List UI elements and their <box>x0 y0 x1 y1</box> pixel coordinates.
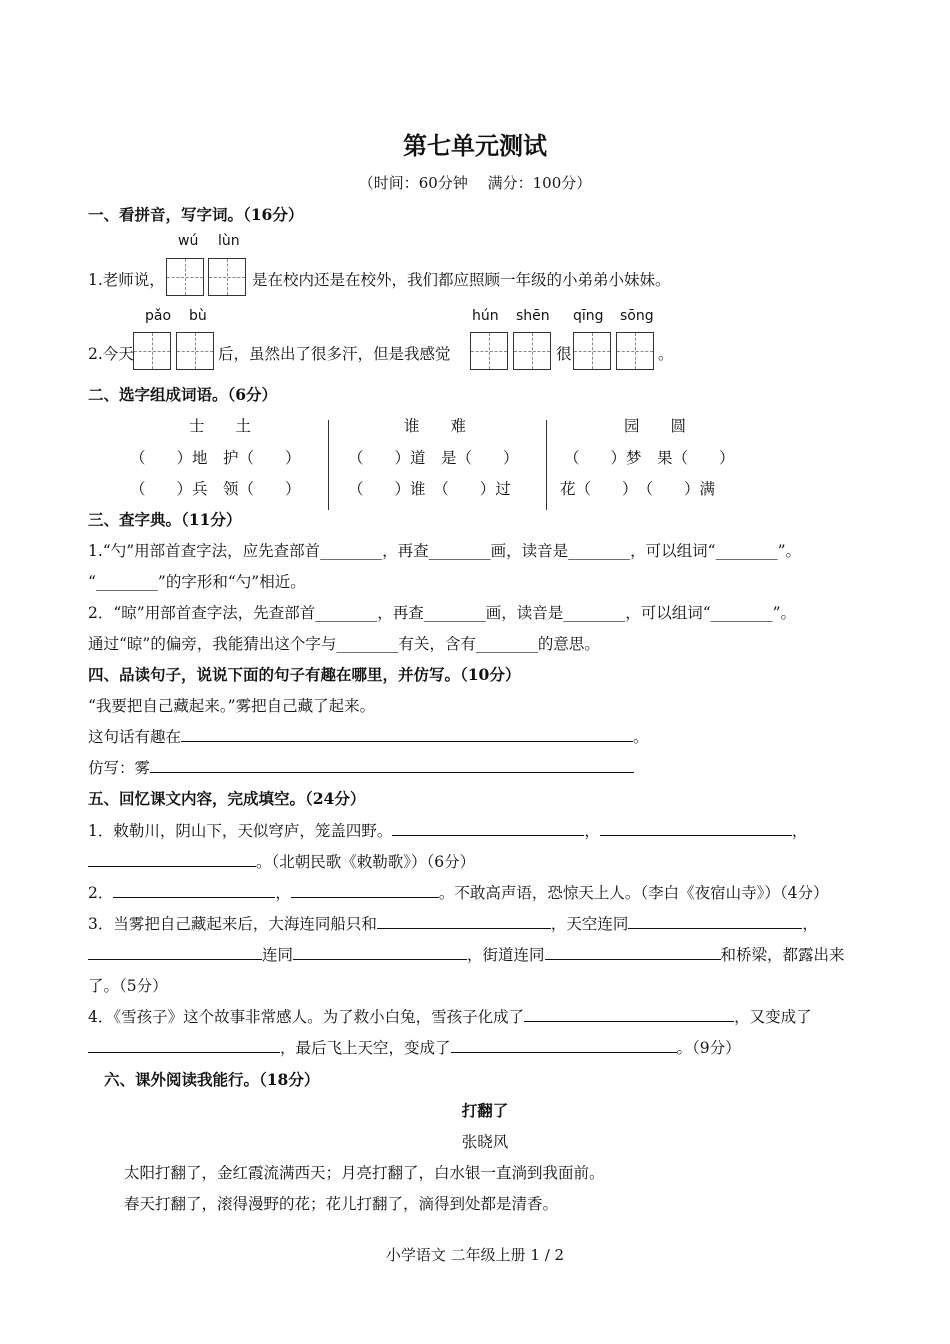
answer-blank[interactable] <box>150 756 634 773</box>
recall-q2 <box>88 881 829 903</box>
recall-text: 3．当雾把自己藏起来后，大海连同船只和 <box>88 915 377 933</box>
section-3-heading: 三、查字典。（11分） <box>88 510 242 529</box>
divider <box>546 420 547 510</box>
pinyin-shen: shēn <box>516 308 550 324</box>
answer-blank[interactable] <box>451 1036 677 1053</box>
group-1-row-1: （ ）地 护（ ） <box>130 449 301 467</box>
recall-text: ， <box>802 915 818 933</box>
writing-box[interactable] <box>166 258 204 296</box>
group-3-row-2: 花（ ） （ ）满 <box>560 480 716 498</box>
recall-text: ，街道连同 <box>467 946 545 964</box>
recall-text: ，又变成了 <box>734 1008 812 1026</box>
poem-title: 打翻了 <box>461 1101 509 1120</box>
answer-blank[interactable] <box>628 912 802 929</box>
q1-1-after: 是在校内还是在校外，我们都应照顾一年级的小弟弟小妹妹。 <box>252 271 671 289</box>
answer-blank[interactable] <box>88 943 262 960</box>
q1-1-before: 1.老师说， <box>88 271 165 289</box>
section-5-heading: 五、回忆课文内容，完成填空。（24分） <box>88 789 366 808</box>
answer-blank[interactable] <box>88 850 256 867</box>
writing-box[interactable] <box>616 332 654 370</box>
section-1-heading: 一、看拼音，写字词。（16分） <box>88 205 304 224</box>
group-3-row-1: （ ）梦 果（ ） <box>564 449 735 467</box>
quote-sentence: “我要把自己藏起来。”雾把自己藏了起来。 <box>88 697 376 715</box>
poem-paragraph-1: 太阳打翻了，金红霞流满西天；月亮打翻了，白水银一直淌到我面前。 <box>124 1164 605 1182</box>
pinyin-pao: pǎo <box>145 308 172 324</box>
q1-2-before: 2.今天 <box>88 345 134 363</box>
answer-line-1 <box>88 725 649 747</box>
section-6-heading: 六、课外阅读我能行。（18分） <box>104 1070 320 1089</box>
pinyin-bu: bù <box>189 308 207 324</box>
pinyin-hun: hún <box>472 308 499 324</box>
writing-box[interactable] <box>513 332 551 370</box>
answer-blank[interactable] <box>377 912 551 929</box>
poem-paragraph-2: 春天打翻了，滚得漫野的花；花儿打翻了，滴得到处都是清香。 <box>124 1195 559 1213</box>
recall-text: 2． <box>88 884 114 902</box>
answer-label-1: 这句话有趣在 <box>88 728 182 746</box>
recall-text: ， <box>584 822 600 840</box>
writing-box[interactable] <box>573 332 611 370</box>
choice-chars-1: 士 土 <box>188 417 251 435</box>
recall-text: 。不敢高声语，恐惊天上人。（李白《夜宿山寺》）（4分） <box>438 884 829 902</box>
recall-text: ， <box>275 884 291 902</box>
dict-q1-line2: “________”的字形和“勺”相近。 <box>88 573 306 591</box>
q1-2-mid: 后，虽然出了很多汗，但是我感觉 <box>218 345 451 363</box>
recall-text: 4．《雪孩子》这个故事非常感人。为了救小白兔，雪孩子化成了 <box>88 1008 525 1026</box>
recall-q3-line1 <box>88 912 818 934</box>
dict-q2-line1: 2．“晾”用部首查字法，先查部首________，再查________画，读音是________，可以组词“________”。 <box>88 604 797 622</box>
recall-text: ， <box>791 822 808 840</box>
writing-box[interactable] <box>208 258 246 296</box>
writing-box[interactable] <box>133 332 171 370</box>
choice-chars-3: 园 圆 <box>623 417 686 435</box>
answer-blank[interactable] <box>600 819 792 836</box>
recall-text: 。（9分） <box>676 1039 741 1057</box>
recall-text: 连同 <box>262 946 294 964</box>
divider <box>328 420 329 510</box>
time-score-info: （时间：60分钟 满分：100分） <box>358 174 592 192</box>
answer-blank[interactable] <box>392 819 584 836</box>
q1-2-mid2: 很 <box>556 345 572 363</box>
answer-blank[interactable] <box>291 881 439 898</box>
recall-q4-line1 <box>88 1005 812 1027</box>
recall-q3-line2 <box>88 943 845 965</box>
q1-2-end: 。 <box>658 345 674 363</box>
answer-blank[interactable] <box>545 943 721 960</box>
recall-q4-line2 <box>88 1036 741 1058</box>
recall-text: 。（北朝民歌《敕勒歌》）（6分） <box>256 853 476 871</box>
page-title: 第七单元测试 <box>403 131 547 160</box>
section-2-heading: 二、选字组成词语。（6分） <box>88 385 278 404</box>
poem-author: 张晓风 <box>461 1133 509 1151</box>
recall-q1-line1 <box>88 819 807 841</box>
imitate-label: 仿写：雾 <box>88 759 151 777</box>
recall-q1-line2 <box>88 850 475 872</box>
answer-end-1: 。 <box>633 728 649 746</box>
recall-q3-line3: 了。（5分） <box>88 977 168 995</box>
pinyin-song: sōng <box>620 308 654 324</box>
dict-q1-line1: 1.“勺”用部首查字法，应先查部首________，再查________画，读音是________，可以组词“________”。 <box>88 542 801 560</box>
pinyin-wu: wú <box>178 233 199 249</box>
page-footer: 小学语文 二年级上册 1 / 2 <box>385 1246 565 1264</box>
recall-text: 和桥梁，都露出来 <box>720 946 845 964</box>
pinyin-lun: lùn <box>218 233 240 249</box>
pinyin-qing: qīng <box>573 308 604 324</box>
writing-box[interactable] <box>470 332 508 370</box>
recall-text: ，天空连同 <box>550 915 629 933</box>
recall-text: ，最后飞上天空，变成了 <box>280 1039 451 1057</box>
answer-blank[interactable] <box>88 1036 280 1053</box>
dict-q2-line2: 通过“晾”的偏旁，我能猜出这个字与________有关，含有________的意思。 <box>88 635 600 653</box>
answer-blank[interactable] <box>181 725 633 742</box>
group-2-row-1: （ ）道 是（ ） <box>348 449 519 467</box>
recall-text: 1．敕勒川，阴山下，天似穹庐，笼盖四野。 <box>88 822 393 840</box>
answer-line-2 <box>88 756 634 778</box>
group-1-row-2: （ ）兵 领（ ） <box>130 480 301 498</box>
choice-chars-2: 谁 难 <box>403 417 466 435</box>
answer-blank[interactable] <box>293 943 467 960</box>
answer-blank[interactable] <box>524 1005 734 1022</box>
group-2-row-2: （ ）谁 （ ）过 <box>348 480 511 498</box>
answer-blank[interactable] <box>113 881 275 898</box>
section-4-heading: 四、品读句子，说说下面的句子有趣在哪里，并仿写。（10分） <box>88 665 521 684</box>
writing-box[interactable] <box>176 332 214 370</box>
